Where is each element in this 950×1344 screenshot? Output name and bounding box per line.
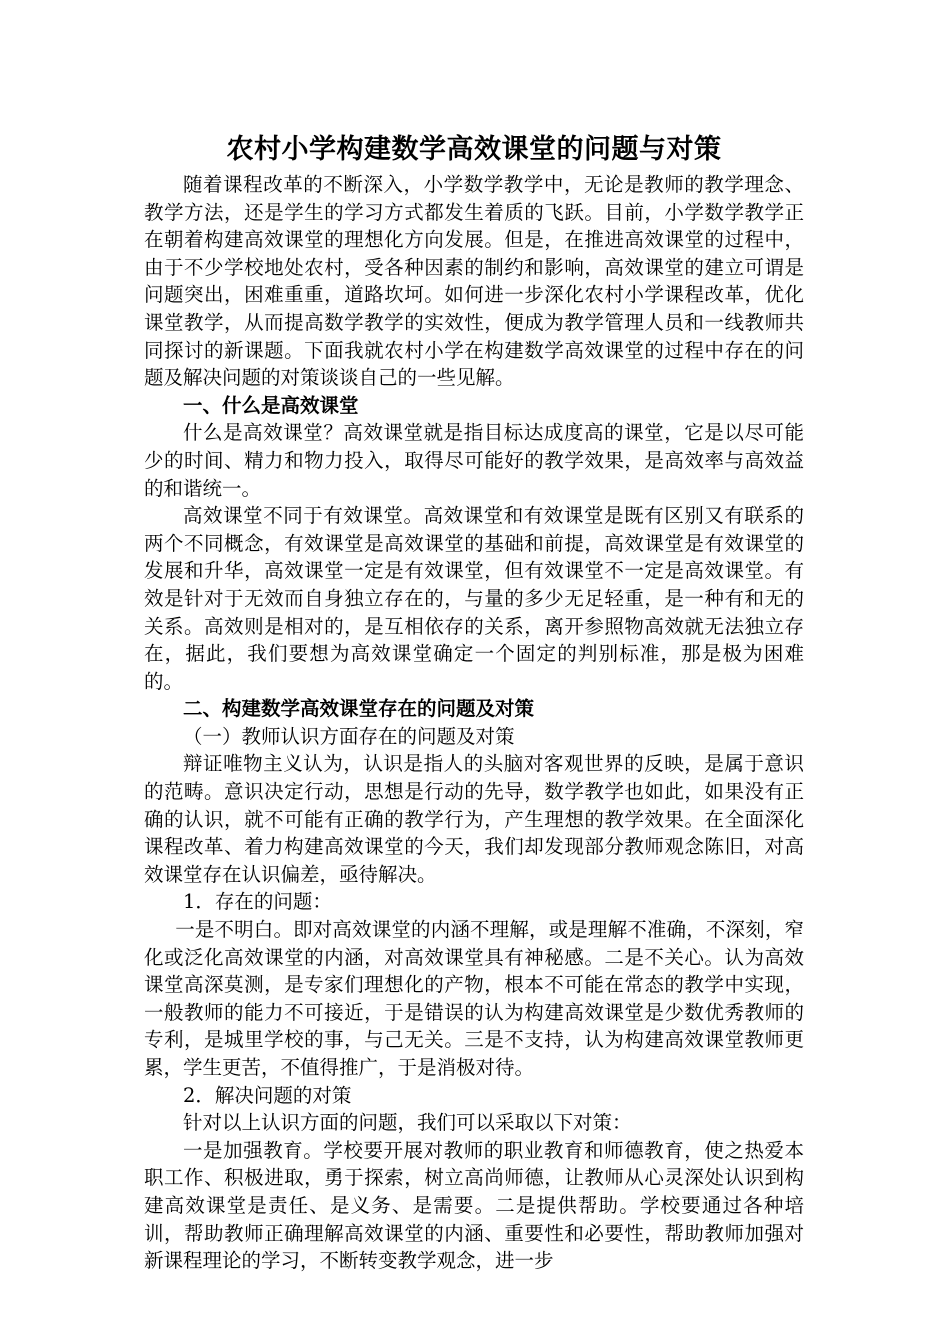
document-body xyxy=(144,133,804,1275)
intro-paragraph: 随着课程改革的不断深入，小学数学教学中，无论是教师的教学理念、教学方法，还是学生的学习方式都发生着质的飞跃。目前，小学数学教学正在朝着构建高效课堂的理想化方向发展。但是，在推进高效课堂的过程中，由于不少学校地处农村，受各种因素的制约和影响，高效课堂的建立可谓是问题突出，困难重重，道路坎坷。如何进一步深化农村小学课程改革，优化课堂教学，从而提高数学教学的实效性，便成为教学管理人员和一线教师共同探讨的新课题。下面我就农村小学在构建数学高效课堂的过程中存在的问题及解决问题的对策谈谈自己的一些见解。 xyxy=(144,173,804,390)
subsection-heading-1: （一）教师认识方面存在的问题及对策 xyxy=(183,724,515,748)
paragraph-strategies: 一是加强教育。学校要开展对教师的职业教育和师德教育，使之热爱本职工作、积极进取，勇于探索，树立高尚师德，让教师从心灵深处认识到构建高效课堂是责任、是义务、是需要。二是提供帮助。学校要通过各种培训，帮助教师正确理解高效课堂的内涵、重要性和必要性，帮助教师加强对新课程理论的学习，不断转变教学观念，进一步 xyxy=(144,1138,804,1273)
paragraph-cognition: 辩证唯物主义认为，认识是指人的头脑对客观世界的反映，是属于意识的范畴。意识决定行动，思想是行动的先导，数学教学也如此，如果没有正确的认识，就不可能有正确的教学行为，产生理想的教学效果。在全面深化课程改革、着力构建高效课堂的今天，我们却发现部分教师观念陈旧，对高效课堂存在认识偏差，亟待解决。 xyxy=(144,752,804,886)
numbered-heading-1: 1．存在的问题： xyxy=(183,890,332,914)
numbered-heading-2: 2．解决问题的对策 xyxy=(183,1083,352,1107)
paragraph-problems: 一是不明白。即对高效课堂的内涵不理解，或是理解不准确，不深刻，窄化或泛化高效课堂的内涵，对高效课堂具有神秘感。二是不关心。认为高效课堂高深莫测，是专家们理想化的产物，根本不可能在常态的教学中实现，一般教师的能力不可接近，于是错误的认为构建高效课堂是少数优秀教师的专利，是城里学校的事，与己无关。三是不支持，认为构建高效课堂教师更累，学生更苦，不值得推广，于是消极对待。 xyxy=(144,918,804,1079)
section-heading-2: 二、构建数学高效课堂存在的问题及对策 xyxy=(183,697,535,721)
paragraph-comparison: 高效课堂不同于有效课堂。高效课堂和有效课堂是既有区别又有联系的两个不同概念，有效课堂是高效课堂的基础和前提，高效课堂是有效课堂的发展和升华，高效课堂一定是有效课堂，但有效课堂不一定是高效课堂。有效是针对于无效而自身独立存在的，与量的多少无足轻重，是一种有和无的关系。高效则是相对的，是互相依存的关系，离开参照物高效就无法独立存在，据此，我们要想为高效课堂确定一个固定的判别标准，那是极为困难的。 xyxy=(144,504,804,693)
paragraph-strategy-intro: 针对以上认识方面的问题，我们可以采取以下对策： xyxy=(183,1111,632,1135)
document-title: 农村小学构建数学高效课堂的问题与对策 xyxy=(226,134,722,165)
paragraph-definition: 什么是高效课堂？高效课堂就是指目标达成度高的课堂，它是以尽可能少的时间、精力和物力投入，取得尽可能好的教学效果，是高效率与高效益的和谐统一。 xyxy=(144,421,804,500)
section-heading-1: 一、什么是高效课堂 xyxy=(183,393,359,417)
